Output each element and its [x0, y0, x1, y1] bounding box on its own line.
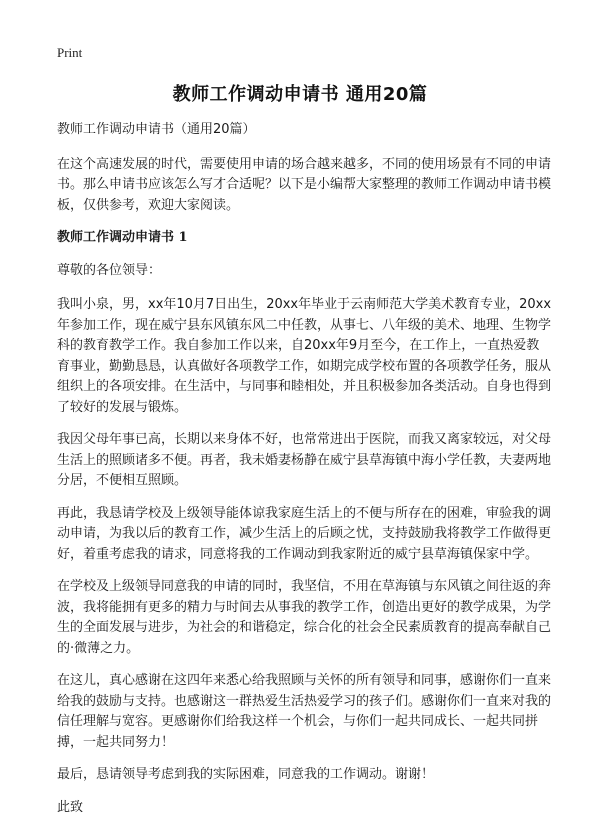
body-paragraph: 在学校及上级领导同意我的申请的同时，我坚信，不用在草海镇与东风镇之间往返的奔波，我将能拥有更多的精力与时间去从事我的教学工作，创造出更好的教学成果，为学生的全面发展与进步，为社会的和谐稳定，综合化的社会全民素质教育的提高奉献自己的·微薄之力。 [57, 579, 552, 656]
closing-text: 此致 [57, 799, 84, 815]
section-heading: 教师工作调动申请书 1 [57, 230, 188, 245]
body-paragraph: 在这儿，真心感谢在这四年来悉心给我照顾与关怀的所有领导和同事，感谢你们一直来给我的鼓励与支持。也感谢这一群热爱生活热爱学习的孩子们。感谢你们一直来对我的信任理解与宽容。更感谢你们给我这样一个机会，与你们一起共同成长、一起共同拼搏，一起共同努力！ [57, 673, 552, 750]
body-paragraph: 我因父母年事已高，长期以来身体不好，也常常进出于医院，而我又离家较远，对父母生活上的照顾诸多不便。再者，我未婚妻杨静在威宁县草海镇中海小学任教，夫妻两地分居，不便相互照顾。 [57, 432, 552, 488]
salutation: 尊敬的各位领导： [57, 262, 162, 278]
intro-paragraph: 在这个高速发展的时代，需要使用申请的场合越来越多，不同的使用场景有不同的申请书。那么申请书应该怎么写才合适呢？以下是小编帮大家整理的教师工作调动申请书模板，仅供参考，欢迎大家阅读。 [57, 156, 552, 213]
document-body [57, 120, 552, 828]
body-paragraph: 我叫小泉，男，xx年10月7日出生，20xx年毕业于云南师范大学美术教育专业，20xx年参加工作，现在威宁县东风镇东风二中任教，从事七、八年级的美术、地理、生物学科的教育教学工作。我自参加工作以来，自20xx年9月至今，在工作上，一直热爱教育事业，勤勤恳恳，认真做好各项教学工作，如期完成学校布置的各项教学任务，服从组织上的各项安排。在生活中，与同事和睦相处，并且积极参加各类活动。自身也得到了较好的发展与锻炼。 [57, 297, 552, 415]
document-subtitle: 教师工作调动申请书（通用20篇） [57, 122, 256, 137]
page-title: 教师工作调动申请书 通用20篇 [172, 84, 428, 105]
print-link[interactable]: Print [57, 45, 83, 60]
body-paragraph: 再此，我恳请学校及上级领导能体谅我家庭生活上的不便与所存在的困难，审验我的调动申请，为我以后的教育工作，减少生活上的后顾之忧，支持鼓励我将教学工作做得更好，着重考虑我的请求，同意将我的工作调动到我家附近的威宁县草海镇保家中学。 [57, 505, 552, 562]
body-paragraph: 最后，恳请领导考虑到我的实际困难，同意我的工作调动。谢谢！ [57, 767, 435, 782]
